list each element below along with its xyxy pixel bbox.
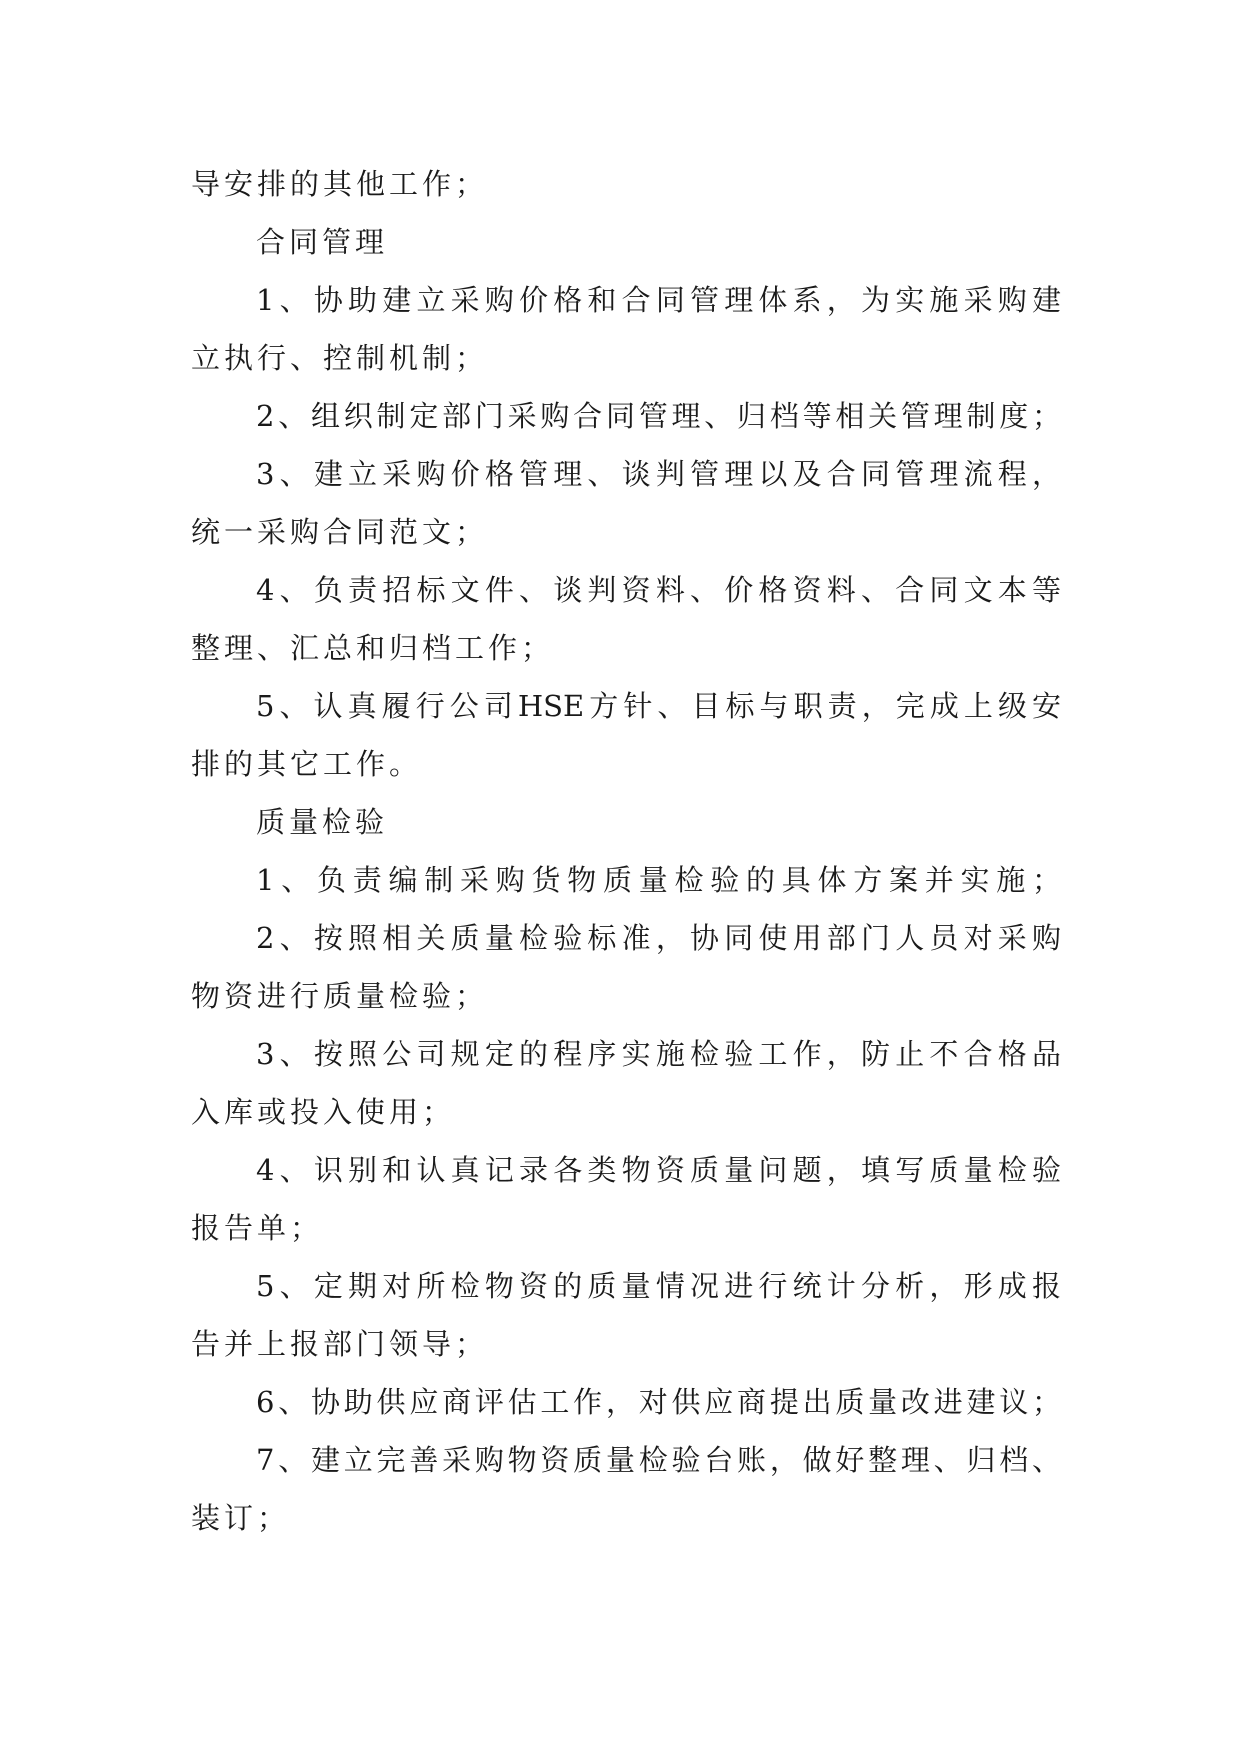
text-line: 报告单； xyxy=(191,1211,324,1245)
text-line: 入库或投入使用； xyxy=(191,1095,456,1129)
text-line: 3、按照公司规定的程序实施检验工作，防止不合格品 xyxy=(256,1037,1061,1071)
text-line: 物资进行质量检验； xyxy=(191,979,489,1013)
text-line: 导安排的其他工作； xyxy=(191,167,489,201)
text-line: 统一采购合同范文； xyxy=(191,515,489,549)
text-line: 装订； xyxy=(191,1501,291,1535)
text-line: 5、认真履行公司HSE方针、目标与职责，完成上级安 xyxy=(256,689,1061,723)
section-heading-contract-management: 合同管理 xyxy=(256,225,389,259)
text-line: 5、定期对所检物资的质量情况进行统计分析，形成报 xyxy=(256,1269,1061,1303)
text-line: 1、协助建立采购价格和合同管理体系，为实施采购建 xyxy=(256,283,1061,317)
text-line: 排的其它工作。 xyxy=(191,747,423,781)
text-line: 2、按照相关质量检验标准，协同使用部门人员对采购 xyxy=(256,921,1061,955)
text-line: 立执行、控制机制； xyxy=(191,341,489,375)
text-line: 1、负责编制采购货物质量检验的具体方案并实施； xyxy=(256,863,1061,897)
text-line: 2、组织制定部门采购合同管理、归档等相关管理制度； xyxy=(256,399,1061,433)
text-line: 整理、汇总和归档工作； xyxy=(191,631,555,665)
text-line: 3、建立采购价格管理、谈判管理以及合同管理流程， xyxy=(256,457,1061,491)
text-line: 4、负责招标文件、谈判资料、价格资料、合同文本等 xyxy=(256,573,1061,607)
text-line: 4、识别和认真记录各类物资质量问题，填写质量检验 xyxy=(256,1153,1061,1187)
text-line: 7、建立完善采购物资质量检验台账，做好整理、归档、 xyxy=(256,1443,1061,1477)
section-heading-quality-inspection: 质量检验 xyxy=(256,805,389,839)
text-line: 告并上报部门领导； xyxy=(191,1327,489,1361)
text-line: 6、协助供应商评估工作，对供应商提出质量改进建议； xyxy=(256,1385,1061,1419)
